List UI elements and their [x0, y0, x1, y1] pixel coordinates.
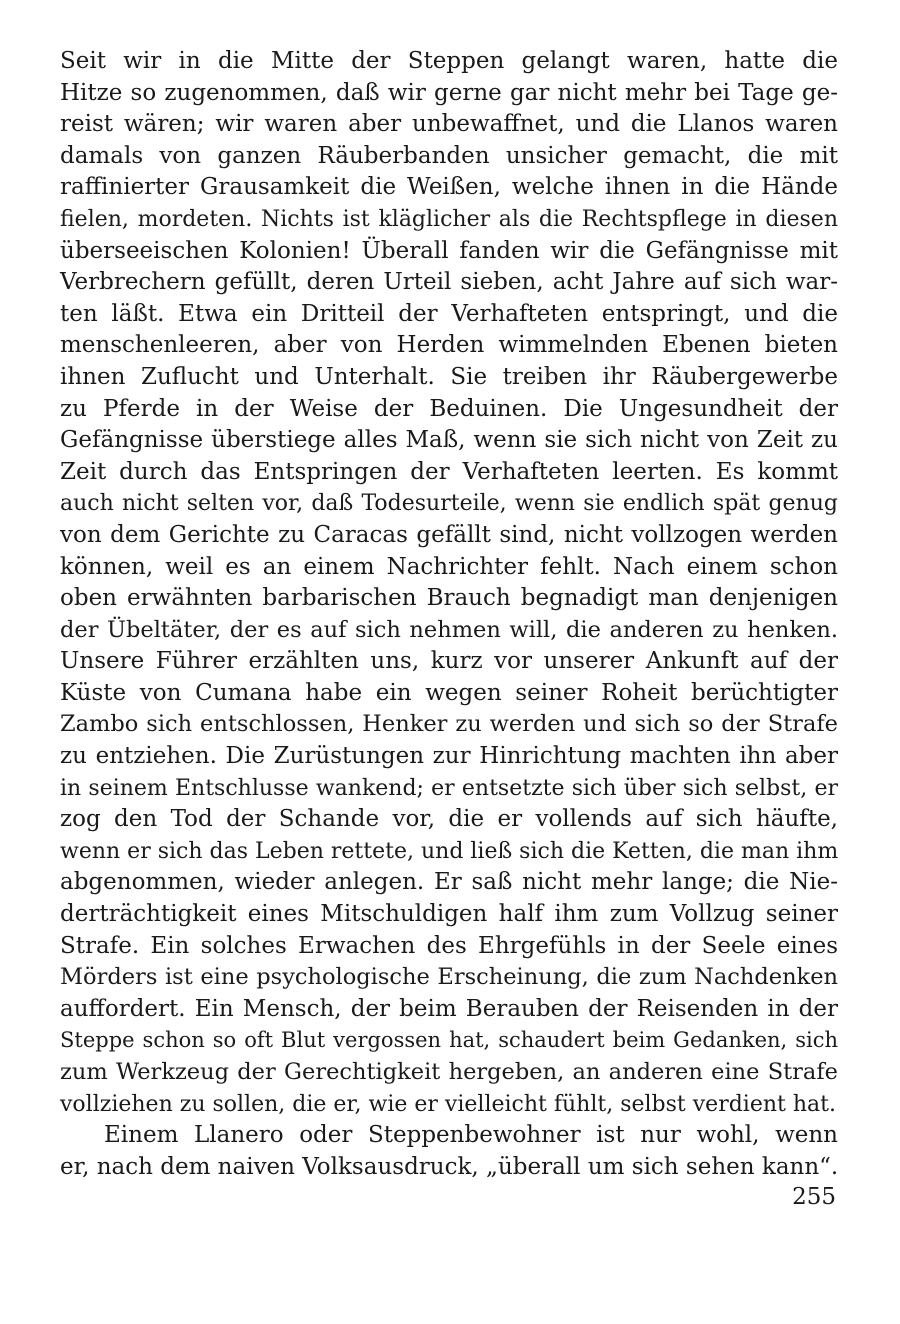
text-line: raffinierter Grausamkeit die Weißen, welche ihnen in die Hände: [60, 174, 838, 201]
text-line: können, weil es an einem Nachrichter fehlt. Nach einem schon: [60, 553, 838, 580]
text-line: Küste von Cumana habe ein wegen seiner Roheit berüchtigter: [60, 679, 838, 706]
text-line: Zeit durch das Entspringen der Verhafteten leerten. Es kommt: [60, 458, 838, 485]
text-line: zu Pferde in der Weise der Beduinen. Die Ungesundheit der: [60, 395, 838, 422]
text-line: menschenleeren, aber von Herden wimmelnden Ebenen bieten: [60, 332, 838, 359]
text-line: in seinem Entschlusse wankend; er entsetzte sich über sich selbst, er: [60, 775, 838, 801]
text-line: zum Werkzeug der Gerechtigkeit hergeben, an anderen eine Strafe: [60, 1059, 838, 1085]
text-line: auffordert. Ein Mensch, der beim Berauben der Reisenden in der: [60, 995, 838, 1022]
text-line: zu entziehen. Die Zurüstungen zur Hinrichtung machten ihn aber: [60, 743, 838, 770]
text-line: Steppe schon so oft Blut vergossen hat, schaudert beim Gedanken, sich: [60, 1028, 838, 1053]
text-line: Einem Llanero oder Steppenbewohner ist nur wohl, wenn: [104, 1122, 838, 1149]
text-line: Seit wir in die Mitte der Steppen gelangt waren, hatte die: [60, 48, 838, 74]
text-line: oben erwähnten barbarischen Brauch begnadigt man denjenigen: [60, 585, 838, 612]
page-number: 255: [792, 1184, 836, 1210]
text-line: abgenommen, wieder anlegen. Er saß nicht mehr lange; die Nie-: [60, 869, 838, 896]
text-line: reist wären; wir waren aber unbewaffnet, und die Llanos waren: [60, 111, 838, 138]
text-line: er, nach dem naiven Volksausdruck, „überall um sich sehen kann“.: [60, 1153, 839, 1180]
text-line: Hitze so zugenommen, daß wir gerne gar nicht mehr bei Tage ge-: [60, 79, 838, 106]
text-line: ten läßt. Etwa ein Dritteil der Verhafteten entspringt, und die: [60, 300, 838, 327]
text-line: Zambo sich entschlossen, Henker zu werden und sich so der Strafe: [60, 711, 838, 738]
text-line: zog den Tod der Schande vor, die er vollends auf sich häufte,: [60, 806, 838, 833]
text-line: wenn er sich das Leben rettete, und ließ sich die Ketten, die man ihm: [60, 838, 839, 864]
text-line: von dem Gerichte zu Caracas gefällt sind, nicht vollzogen werden: [60, 521, 838, 548]
text-line: überseeischen Kolonien! Überall fanden wir die Gefängnisse mit: [60, 237, 838, 264]
text-line: Mörders ist eine psychologische Erscheinung, die zum Nachdenken: [60, 964, 838, 991]
text-line: Unsere Führer erzählten uns, kurz vor unserer Ankunft auf der: [60, 648, 838, 675]
text-line: Gefängnisse überstiege alles Maß, wenn sie sich nicht von Zeit zu: [60, 427, 838, 454]
body-text: [60, 46, 838, 1183]
text-line: derträchtigkeit eines Mitschuldigen half ihm zum Vollzug seiner: [60, 901, 838, 928]
text-line: ihnen Zuflucht und Unterhalt. Sie treiben ihr Räubergewerbe: [60, 363, 838, 390]
text-line: auch nicht selten vor, daß Todesurteile, wenn sie endlich spät genug: [60, 491, 838, 517]
text-line: Strafe. Ein solches Erwachen des Ehrgefühls in der Seele eines: [60, 932, 838, 959]
text-line: fielen, mordeten. Nichts ist kläglicher als die Rechtspflege in diesen: [60, 206, 838, 232]
text-line: damals von ganzen Räuberbanden unsicher gemacht, die mit: [60, 142, 838, 169]
text-line: der Übeltäter, der es auf sich nehmen will, die anderen zu henken.: [60, 616, 838, 643]
text-line: Verbrechern gefüllt, deren Urteil sieben, acht Jahre auf sich war-: [60, 269, 838, 296]
text-line: vollziehen zu sollen, die er, wie er vielleicht fühlt, selbst verdient hat.: [60, 1091, 836, 1117]
